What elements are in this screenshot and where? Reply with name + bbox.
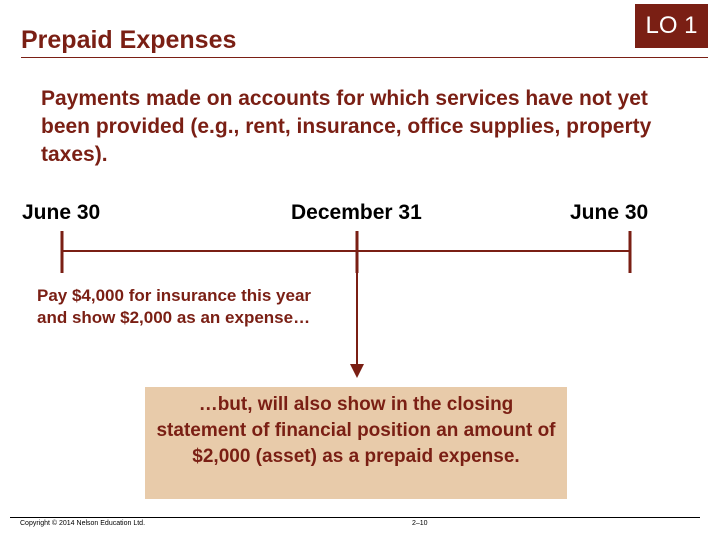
date-label-start: June 30	[22, 201, 101, 224]
footer-page-number: 2–10	[412, 520, 428, 527]
intro-text: Payments made on accounts for which services have not yet been provided (e.g., rent, insurance, office supplies, property taxes).	[41, 87, 652, 166]
date-label-end: June 30	[570, 201, 649, 224]
lo-badge: LO 1	[635, 4, 708, 48]
callout-prepaid-box: …but, will also show in the closing statement of financial position an amount of $2,000 (asset) as a prepaid expense.	[145, 387, 567, 499]
arrow-head	[350, 364, 364, 378]
footer-divider	[10, 517, 700, 518]
date-label-middle: December 31	[291, 201, 422, 224]
footer-copyright: Copyright © 2014 Nelson Education Ltd.	[20, 520, 146, 527]
callout-expense-text: Pay $4,000 for insurance this year and show $2,000 as an expense…	[37, 286, 312, 327]
page-title: Prepaid Expenses	[21, 26, 237, 54]
